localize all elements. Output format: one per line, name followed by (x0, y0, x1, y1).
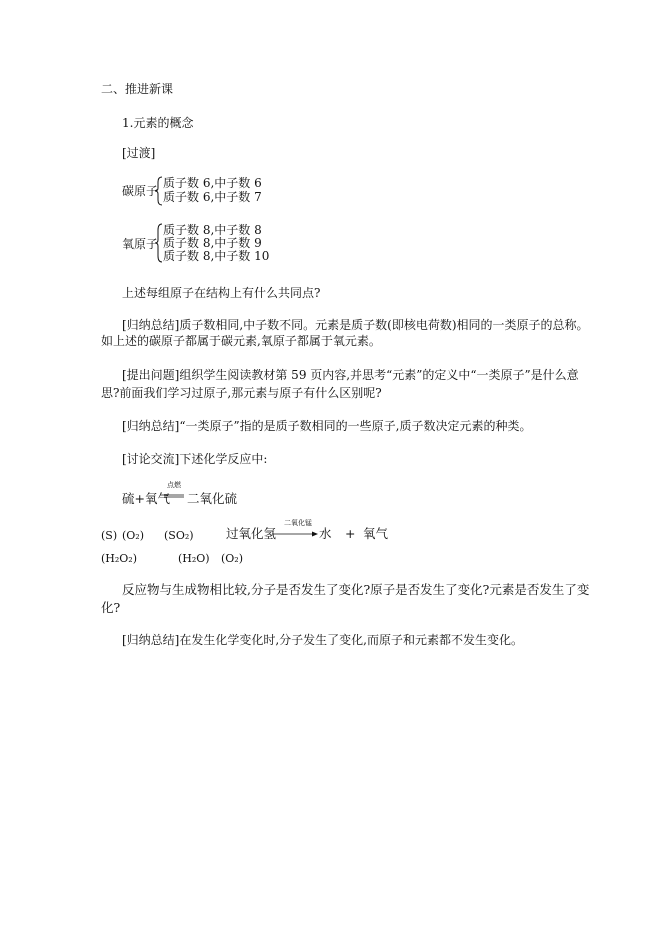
reaction-2-catalyst: 二氧化锰 (284, 519, 312, 527)
transition-label: [过渡] (122, 146, 156, 160)
carbon-row-2: 质子数 6,中子数 7 (163, 190, 262, 204)
oxygen-row-2: 质子数 8,中子数 9 (163, 236, 262, 250)
oxygen-row-1: 质子数 8,中子数 8 (163, 223, 262, 237)
question-1: 上述每组原子在结构上有什么共同点? (122, 286, 321, 300)
summary-3: [归纳总结]在发生化学变化时,分子发生了变化,而原子和元素都不发生变化。 (122, 633, 523, 647)
carbon-row-1: 质子数 6,中子数 6 (163, 176, 262, 190)
formula-o2: (O₂) (122, 529, 145, 542)
reaction-1-reactants: 硫+氧气 (122, 491, 170, 506)
formula-s: (S) (101, 529, 118, 542)
reaction-2-product-water: 水 (319, 526, 332, 541)
carbon-brace (155, 176, 163, 206)
reaction-2-plus: + (345, 526, 356, 541)
carbon-label: 碳原子 (122, 184, 159, 198)
reaction-1-condition: 点燃 (167, 481, 181, 489)
question-2-line-2: 思?前面我们学习过原子,那元素与原子有什么区别呢? (101, 386, 382, 400)
formula-h2o2: (H₂O₂) (101, 552, 138, 565)
oxygen-label: 氧原子 (122, 237, 159, 251)
reaction-1-arrow (164, 494, 184, 498)
formula-so2: (SO₂) (164, 529, 194, 542)
question-2-line-1: [提出问题]组织学生阅读教材第 59 页内容,并思考“元素”的定义中“一类原子”是什么意 (122, 368, 579, 382)
summary-1-line-1: [归纳总结]质子数相同,中子数不同。元素是质子数(即核电荷数)相同的一类原子的总称。 (122, 318, 589, 332)
oxygen-row-3: 质子数 8,中子数 10 (163, 249, 270, 263)
oxygen-brace (155, 223, 163, 263)
reaction-2-reactant: 过氧化氢 (226, 526, 277, 541)
reaction-1-product: 二氧化硫 (187, 491, 238, 506)
formula-o2-product: (O₂) (221, 552, 244, 565)
summary-1-line-2: 如上述的碳原子都属于碳元素,氧原子都属于氧元素。 (101, 334, 381, 348)
compare-line-1: 反应物与生成物相比较,分子是否发生了变化?原子是否发生了变化?元素是否发生了变 (122, 582, 590, 597)
subheading: 1.元素的概念 (122, 116, 194, 130)
reaction-2-product-oxygen: 氧气 (363, 526, 389, 541)
formula-h2o: (H₂O) (178, 552, 210, 565)
compare-line-2: 化? (101, 600, 121, 615)
summary-2: [归纳总结]“一类原子”指的是质子数相同的一些原子,质子数决定元素的种类。 (122, 419, 532, 433)
reaction-2-arrow (272, 531, 318, 537)
section-heading: 二、推进新课 (101, 82, 174, 96)
discussion-label: [讨论交流]下述化学反应中: (122, 452, 268, 466)
